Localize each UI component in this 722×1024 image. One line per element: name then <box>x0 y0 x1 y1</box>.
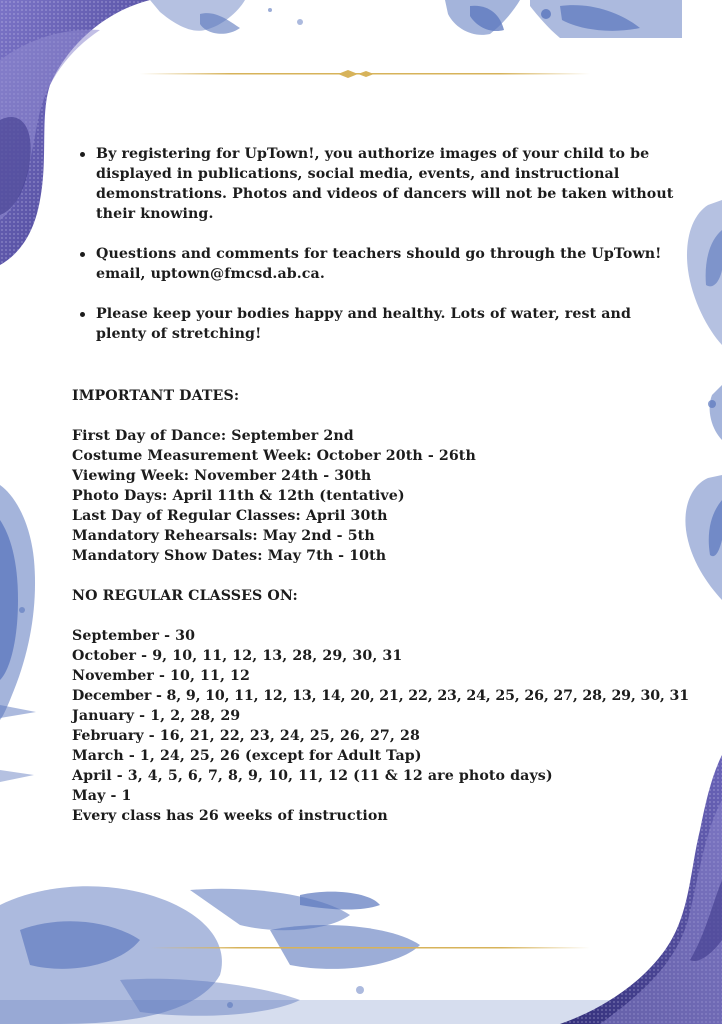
no-class-line: September - 30 <box>72 628 196 644</box>
notice-bullet-text: By registering for UpTown!, you authorize images of your child to be displayed in publications, social media, events, and instructional demonstrations. Photos and videos of dancers will not be taken without their knowing. <box>96 146 674 222</box>
important-date-line: First Day of Dance: September 2nd <box>72 428 354 444</box>
notice-bullet-item <box>76 304 676 344</box>
bullet-dot <box>80 252 85 257</box>
important-date-line: Mandatory Show Dates: May 7th - 10th <box>72 548 387 564</box>
important-date-line: Photo Days: April 11th & 12th (tentative) <box>72 488 405 504</box>
important-date-line: Viewing Week: November 24th - 30th <box>72 468 372 484</box>
no-class-line: February - 16, 21, 22, 23, 24, 25, 26, 27, 28 <box>72 728 420 744</box>
no-class-line: May - 1 <box>72 788 132 804</box>
no-class-line: April - 3, 4, 5, 6, 7, 8, 9, 10, 11, 12 (11 & 12 are photo days) <box>72 768 553 784</box>
important-date-line: Mandatory Rehearsals: May 2nd - 5th <box>72 528 375 544</box>
no-class-line: January - 1, 2, 28, 29 <box>72 708 241 724</box>
bullet-dot <box>80 152 85 157</box>
notice-bullet-text: Please keep your bodies happy and healthy. Lots of water, rest and plenty of stretching! <box>96 306 631 342</box>
no-classes-heading: NO REGULAR CLASSES ON: <box>72 588 298 604</box>
notice-bullet-item <box>76 244 676 284</box>
notice-bullet-item <box>76 144 676 224</box>
notice-bullet-list <box>76 144 676 364</box>
important-dates-heading: IMPORTANT DATES: <box>72 388 240 404</box>
no-class-line: November - 10, 11, 12 <box>72 668 250 684</box>
no-class-line: March - 1, 24, 25, 26 (except for Adult Tap) <box>72 748 422 764</box>
instruction-weeks-note: Every class has 26 weeks of instruction <box>72 808 388 824</box>
notice-bullet-text: Questions and comments for teachers should go through the UpTown! email, uptown@fmcsd.ab.ca. <box>96 246 662 282</box>
bullet-dot <box>80 312 85 317</box>
important-date-line: Costume Measurement Week: October 20th - 26th <box>72 448 476 464</box>
no-class-line: October - 9, 10, 11, 12, 13, 28, 29, 30, 31 <box>72 648 403 664</box>
no-class-line: December - 8, 9, 10, 11, 12, 13, 14, 20, 21, 22, 23, 24, 25, 26, 27, 28, 29, 30, 31 <box>72 688 689 704</box>
important-date-line: Last Day of Regular Classes: April 30th <box>72 508 388 524</box>
